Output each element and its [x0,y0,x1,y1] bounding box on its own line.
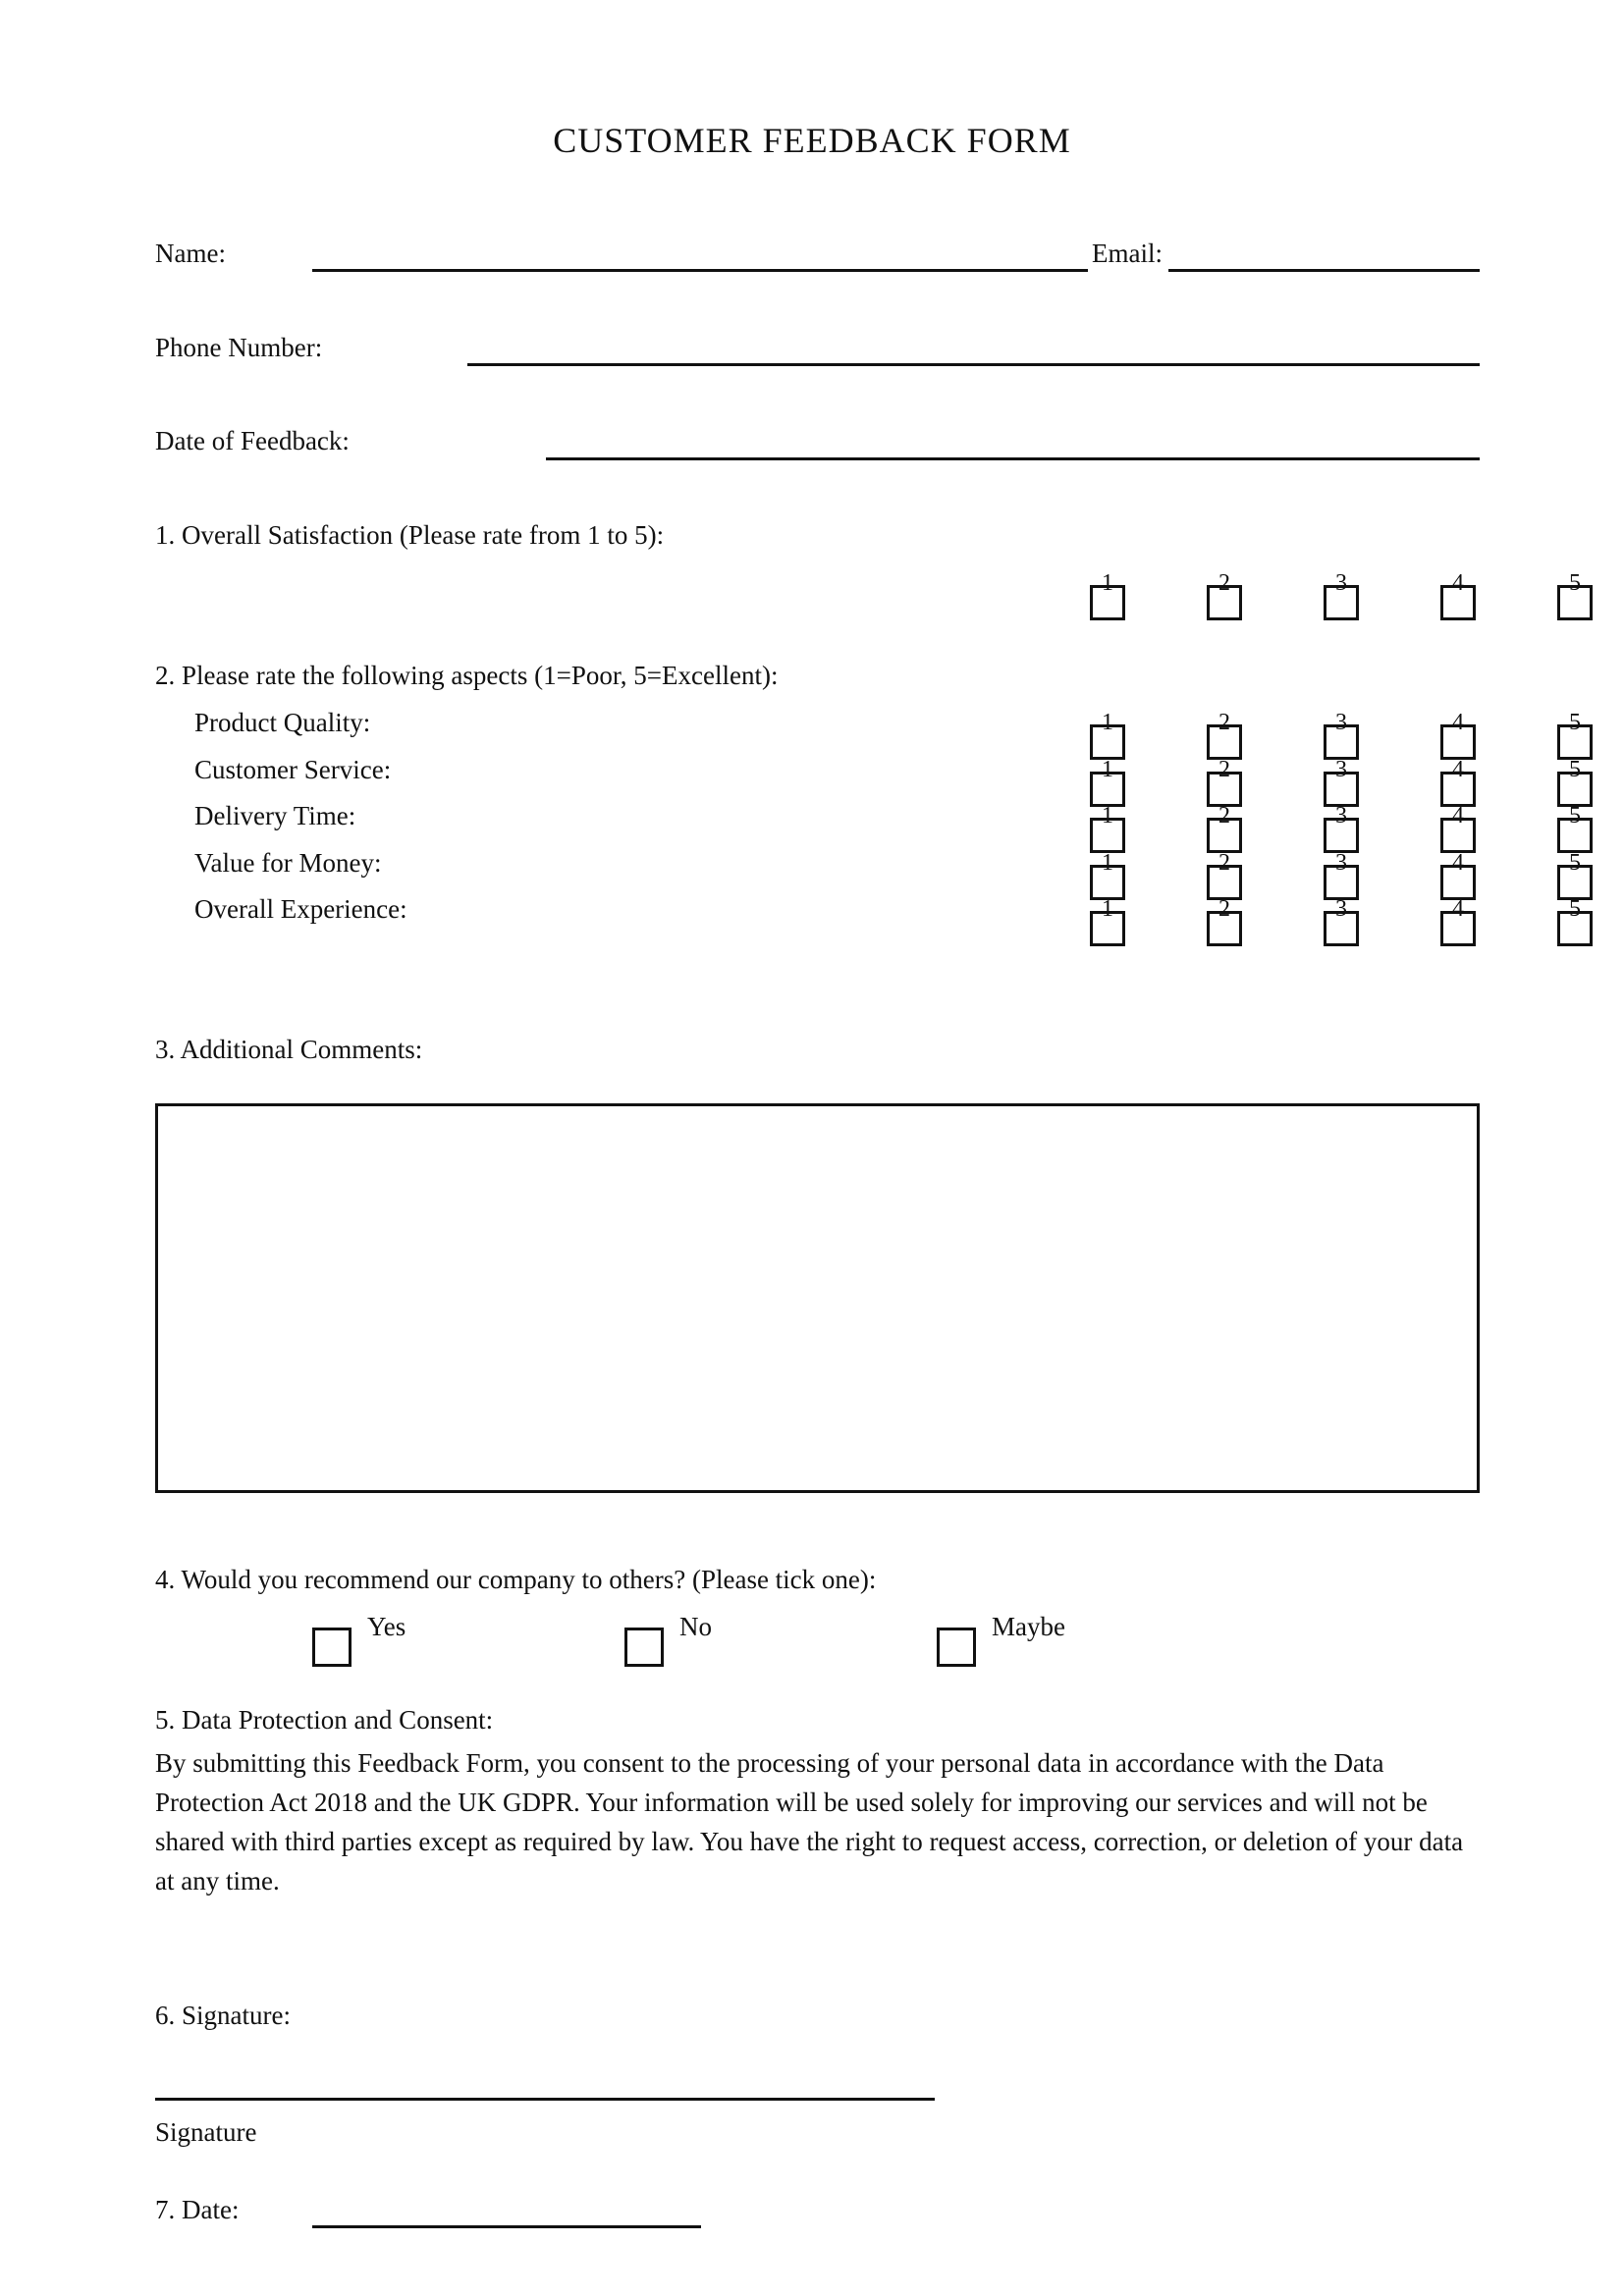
q7-label: 7. Date: [155,2195,240,2224]
customer-service-rating-number-4: 4 [1452,756,1464,782]
q4-label: 4. Would you recommend our company to others? (Please tick one): [155,1565,877,1594]
phone-underline [467,363,1480,366]
customer-service-rating-number-1: 1 [1102,756,1113,782]
signature-caption: Signature [155,2117,257,2147]
overall-experience-rating-checkbox-4[interactable] [1440,911,1476,946]
delivery-time-rating-number-4: 4 [1452,803,1464,828]
name-label: Name: [155,239,226,268]
overall-satisfaction-rating-checkbox-5[interactable] [1557,585,1593,620]
overall-experience-rating-checkbox-2[interactable] [1207,911,1242,946]
name-underline [312,269,1088,272]
recommend-label-no: No [679,1612,712,1641]
date-underline [312,2225,701,2228]
delivery-time-rating-checkbox-3[interactable] [1324,818,1359,853]
recommend-checkbox-yes[interactable] [312,1628,352,1667]
recommend-checkbox-maybe[interactable] [937,1628,976,1667]
form-title: CUSTOMER FEEDBACK FORM [553,121,1071,160]
delivery-time-rating-checkbox-4[interactable] [1440,818,1476,853]
overall-experience-rating-number-5: 5 [1569,896,1581,922]
customer-service-rating-number-5: 5 [1569,756,1581,782]
recommend-label-yes: Yes [367,1612,406,1641]
date-of-feedback-label: Date of Feedback: [155,426,350,455]
value-for-money-rating-checkbox-2[interactable] [1207,865,1242,900]
product-quality-rating-checkbox-3[interactable] [1324,724,1359,760]
aspect-label-delivery-time: Delivery Time: [194,801,356,830]
overall-satisfaction-rating-checkbox-3[interactable] [1324,585,1359,620]
value-for-money-rating-number-4: 4 [1452,849,1464,876]
overall-experience-rating-checkbox-5[interactable] [1557,911,1593,946]
customer-service-rating-checkbox-4[interactable] [1440,772,1476,807]
email-input[interactable] [1173,234,1478,267]
q5-label: 5. Data Protection and Consent: [155,1705,494,1735]
product-quality-rating-number-3: 3 [1335,710,1347,735]
customer-service-rating-checkbox-3[interactable] [1324,772,1359,807]
overall-experience-rating-number-1: 1 [1102,896,1113,922]
delivery-time-rating-checkbox-2[interactable] [1207,818,1242,853]
signature-line[interactable] [155,2098,935,2101]
overall-satisfaction-rating-number-1: 1 [1102,570,1113,596]
value-for-money-rating-checkbox-5[interactable] [1557,865,1593,900]
product-quality-rating-number-2: 2 [1218,710,1230,735]
aspect-label-customer-service: Customer Service: [194,754,392,784]
value-for-money-rating-checkbox-3[interactable] [1324,865,1359,900]
product-quality-rating-checkbox-5[interactable] [1557,724,1593,760]
customer-service-rating-number-3: 3 [1335,756,1347,782]
delivery-time-rating-number-1: 1 [1102,803,1113,828]
value-for-money-rating-number-3: 3 [1335,849,1347,876]
aspect-label-overall-experience: Overall Experience: [194,894,407,924]
customer-service-rating-checkbox-1[interactable] [1090,772,1125,807]
name-input[interactable] [312,234,1078,267]
date-input[interactable] [314,2190,697,2223]
recommend-label-maybe: Maybe [992,1612,1065,1641]
overall-experience-rating-checkbox-3[interactable] [1324,911,1359,946]
aspect-label-product-quality: Product Quality: [194,708,371,737]
customer-service-rating-checkbox-2[interactable] [1207,772,1242,807]
product-quality-rating-number-5: 5 [1569,710,1581,735]
overall-satisfaction-rating-checkbox-1[interactable] [1090,585,1125,620]
customer-service-rating-checkbox-5[interactable] [1557,772,1593,807]
additional-comments-textarea[interactable] [155,1103,1480,1493]
consent-text: By submitting this Feedback Form, you consent to the processing of your personal data in accordance with the Data Protection Act 2018 and the UK GDPR. Your information will be used solely for improving our services and will not be shared with third parties except as required by law. You have the right to request access, correction, or deletion of your data at any time. [155,1748,1464,1896]
value-for-money-rating-checkbox-1[interactable] [1090,865,1125,900]
product-quality-rating-number-1: 1 [1102,710,1113,735]
product-quality-rating-checkbox-2[interactable] [1207,724,1242,760]
q6-label: 6. Signature: [155,2001,291,2030]
customer-service-rating-number-2: 2 [1218,756,1230,782]
phone-input[interactable] [469,328,1476,361]
product-quality-rating-checkbox-4[interactable] [1440,724,1476,760]
delivery-time-rating-checkbox-5[interactable] [1557,818,1593,853]
overall-satisfaction-rating-number-3: 3 [1335,570,1347,596]
aspect-label-value-for-money: Value for Money: [194,847,382,878]
email-underline [1168,269,1480,272]
date-of-feedback-input[interactable] [548,421,1476,454]
overall-experience-rating-number-3: 3 [1335,896,1347,922]
overall-experience-rating-number-4: 4 [1452,896,1464,922]
delivery-time-rating-number-5: 5 [1569,803,1581,828]
value-for-money-rating-number-1: 1 [1102,849,1113,876]
value-for-money-rating-number-5: 5 [1569,849,1581,876]
overall-satisfaction-rating-number-4: 4 [1452,570,1464,596]
value-for-money-rating-number-2: 2 [1218,849,1230,876]
recommend-checkbox-no[interactable] [624,1628,664,1667]
phone-label: Phone Number: [155,333,323,362]
overall-experience-rating-checkbox-1[interactable] [1090,911,1125,946]
date-of-feedback-underline [546,457,1480,460]
product-quality-rating-checkbox-1[interactable] [1090,724,1125,760]
delivery-time-rating-number-3: 3 [1335,803,1347,828]
overall-satisfaction-rating-checkbox-4[interactable] [1440,585,1476,620]
value-for-money-rating-checkbox-4[interactable] [1440,865,1476,900]
delivery-time-rating-checkbox-1[interactable] [1090,818,1125,853]
q2-label: 2. Please rate the following aspects (1=Poor, 5=Excellent): [155,661,779,690]
q3-label: 3. Additional Comments: [155,1035,423,1064]
overall-satisfaction-rating-checkbox-2[interactable] [1207,585,1242,620]
email-label: Email: [1092,239,1163,268]
overall-experience-rating-number-2: 2 [1218,896,1230,922]
overall-satisfaction-rating-number-2: 2 [1218,570,1230,596]
q1-label: 1. Overall Satisfaction (Please rate from 1 to 5): [155,520,665,550]
product-quality-rating-number-4: 4 [1452,710,1464,735]
overall-satisfaction-rating-number-5: 5 [1569,570,1581,596]
delivery-time-rating-number-2: 2 [1218,803,1230,828]
